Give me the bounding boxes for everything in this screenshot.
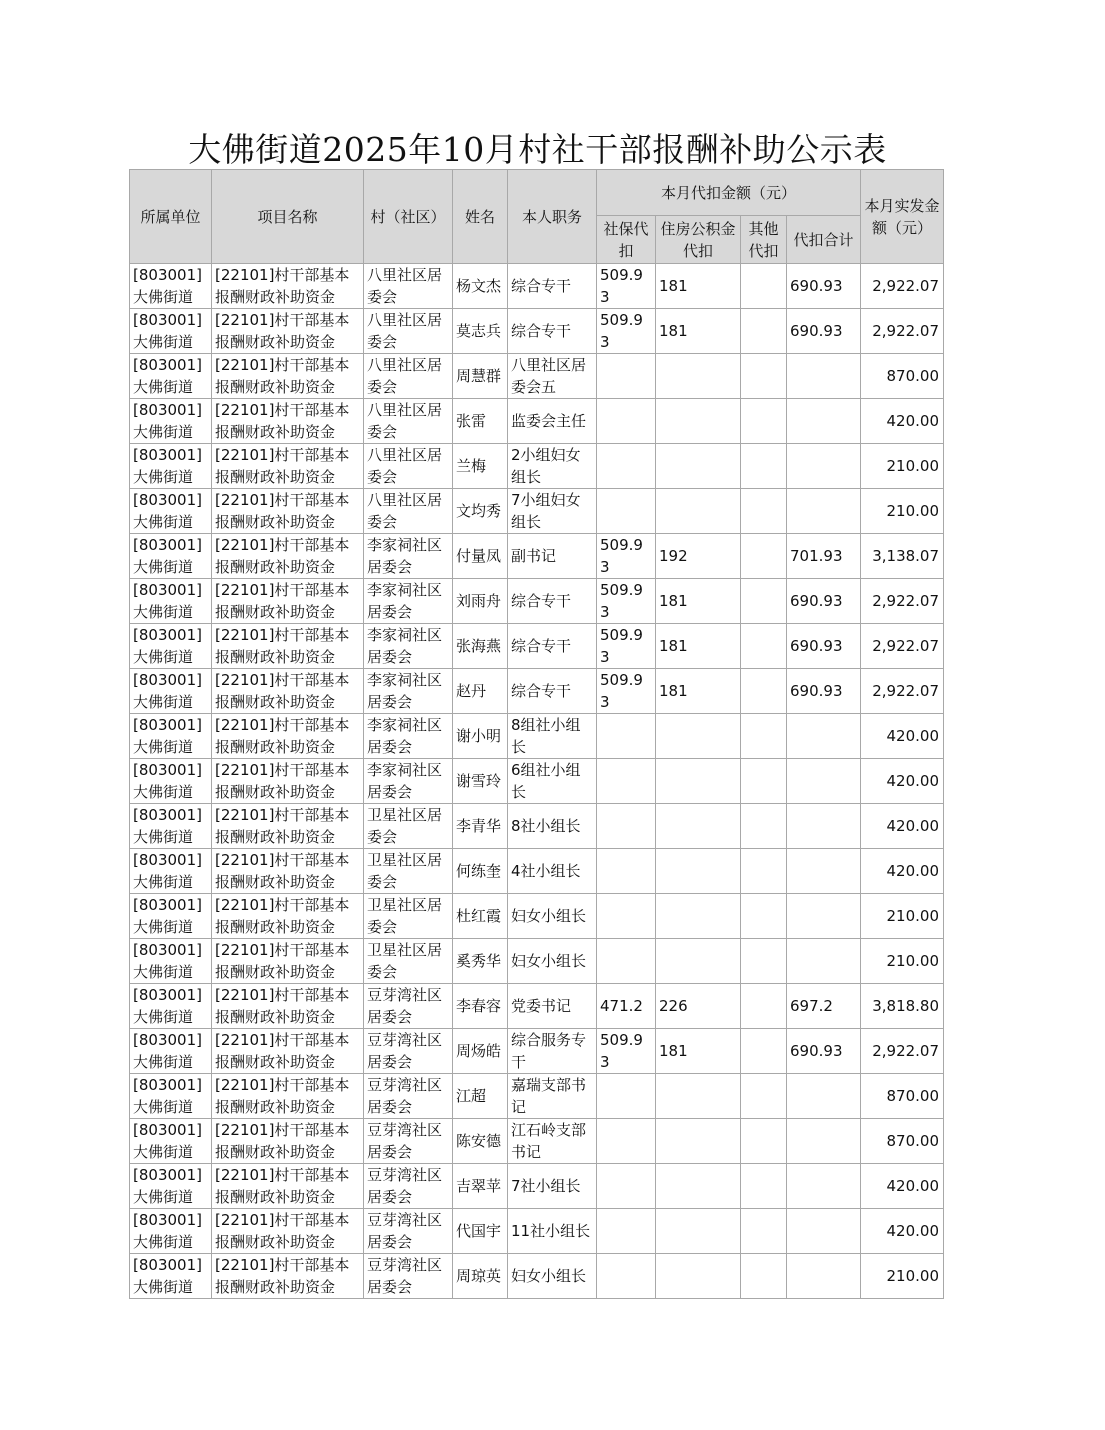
cell-project: [22101]村干部基本报酬财政补助资金 <box>212 579 364 624</box>
cell-project: [22101]村干部基本报酬财政补助资金 <box>212 669 364 714</box>
cell-village: 李家祠社区居委会 <box>364 624 453 669</box>
cell-housing <box>656 489 741 534</box>
cell-social: 509.93 <box>597 264 656 309</box>
table-row <box>130 669 944 714</box>
cell-position: 党委书记 <box>508 984 597 1029</box>
cell-name: 杜红霞 <box>453 894 508 939</box>
cell-project: [22101]村干部基本报酬财政补助资金 <box>212 399 364 444</box>
cell-position: 副书记 <box>508 534 597 579</box>
cell-actual: 420.00 <box>861 849 944 894</box>
cell-unit: [803001]大佛街道 <box>130 1029 212 1074</box>
cell-project: [22101]村干部基本报酬财政补助资金 <box>212 984 364 1029</box>
cell-housing: 181 <box>656 309 741 354</box>
cell-social <box>597 804 656 849</box>
cell-deduct-total <box>787 444 861 489</box>
cell-housing: 192 <box>656 534 741 579</box>
cell-other <box>741 354 787 399</box>
cell-actual: 2,922.07 <box>861 309 944 354</box>
cell-unit: [803001]大佛街道 <box>130 894 212 939</box>
header-other: 其他代扣 <box>741 216 787 264</box>
cell-project: [22101]村干部基本报酬财政补助资金 <box>212 939 364 984</box>
cell-unit: [803001]大佛街道 <box>130 804 212 849</box>
cell-position: 6组社小组长 <box>508 759 597 804</box>
cell-housing <box>656 1164 741 1209</box>
cell-deduct-total <box>787 894 861 939</box>
cell-other <box>741 894 787 939</box>
cell-housing: 181 <box>656 669 741 714</box>
cell-unit: [803001]大佛街道 <box>130 264 212 309</box>
header-social: 社保代扣 <box>597 216 656 264</box>
cell-actual: 2,922.07 <box>861 264 944 309</box>
cell-position: 8社小组长 <box>508 804 597 849</box>
cell-other <box>741 1074 787 1119</box>
cell-name: 江超 <box>453 1074 508 1119</box>
cell-position: 综合专干 <box>508 579 597 624</box>
cell-other <box>741 489 787 534</box>
cell-unit: [803001]大佛街道 <box>130 849 212 894</box>
cell-project: [22101]村干部基本报酬财政补助资金 <box>212 309 364 354</box>
cell-housing <box>656 759 741 804</box>
cell-name: 赵丹 <box>453 669 508 714</box>
cell-social <box>597 1254 656 1299</box>
cell-housing: 226 <box>656 984 741 1029</box>
cell-village: 八里社区居委会 <box>364 309 453 354</box>
cell-housing <box>656 1119 741 1164</box>
cell-housing <box>656 939 741 984</box>
table-row <box>130 579 944 624</box>
cell-actual: 2,922.07 <box>861 579 944 624</box>
cell-unit: [803001]大佛街道 <box>130 444 212 489</box>
cell-position: 综合服务专干 <box>508 1029 597 1074</box>
table-row <box>130 1029 944 1074</box>
cell-actual: 2,922.07 <box>861 624 944 669</box>
cell-position: 妇女小组长 <box>508 1254 597 1299</box>
cell-actual: 210.00 <box>861 1254 944 1299</box>
cell-unit: [803001]大佛街道 <box>130 399 212 444</box>
cell-deduct-total <box>787 804 861 849</box>
cell-actual: 870.00 <box>861 1119 944 1164</box>
payroll-table <box>129 169 944 1299</box>
cell-housing: 181 <box>656 624 741 669</box>
cell-social: 509.93 <box>597 579 656 624</box>
table-row <box>130 1164 944 1209</box>
cell-unit: [803001]大佛街道 <box>130 489 212 534</box>
cell-actual: 210.00 <box>861 939 944 984</box>
cell-village: 李家祠社区居委会 <box>364 534 453 579</box>
cell-village: 李家祠社区居委会 <box>364 759 453 804</box>
cell-village: 卫星社区居委会 <box>364 804 453 849</box>
cell-other <box>741 759 787 804</box>
table-row <box>130 264 944 309</box>
cell-actual: 420.00 <box>861 1164 944 1209</box>
cell-project: [22101]村干部基本报酬财政补助资金 <box>212 534 364 579</box>
cell-name: 谢小明 <box>453 714 508 759</box>
cell-village: 李家祠社区居委会 <box>364 669 453 714</box>
cell-other <box>741 1164 787 1209</box>
cell-housing: 181 <box>656 579 741 624</box>
cell-unit: [803001]大佛街道 <box>130 939 212 984</box>
cell-actual: 420.00 <box>861 804 944 849</box>
cell-social <box>597 1164 656 1209</box>
cell-deduct-total: 690.93 <box>787 669 861 714</box>
cell-village: 李家祠社区居委会 <box>364 714 453 759</box>
cell-name: 周炀皓 <box>453 1029 508 1074</box>
cell-name: 陈安德 <box>453 1119 508 1164</box>
cell-actual: 2,922.07 <box>861 669 944 714</box>
cell-position: 妇女小组长 <box>508 939 597 984</box>
cell-project: [22101]村干部基本报酬财政补助资金 <box>212 354 364 399</box>
cell-position: 八里社区居委会五 <box>508 354 597 399</box>
cell-name: 何练奎 <box>453 849 508 894</box>
cell-deduct-total: 701.93 <box>787 534 861 579</box>
cell-other <box>741 804 787 849</box>
cell-other <box>741 579 787 624</box>
cell-unit: [803001]大佛街道 <box>130 714 212 759</box>
cell-other <box>741 399 787 444</box>
table-row <box>130 1209 944 1254</box>
cell-name: 张雷 <box>453 399 508 444</box>
cell-name: 谢雪玲 <box>453 759 508 804</box>
cell-village: 卫星社区居委会 <box>364 849 453 894</box>
cell-other <box>741 624 787 669</box>
cell-position: 综合专干 <box>508 669 597 714</box>
cell-social <box>597 489 656 534</box>
cell-deduct-total <box>787 489 861 534</box>
cell-unit: [803001]大佛街道 <box>130 1254 212 1299</box>
table-row <box>130 489 944 534</box>
header-name: 姓名 <box>453 170 508 264</box>
cell-position: 4社小组长 <box>508 849 597 894</box>
cell-name: 张海燕 <box>453 624 508 669</box>
cell-deduct-total <box>787 1119 861 1164</box>
cell-other <box>741 669 787 714</box>
header-village: 村（社区） <box>364 170 453 264</box>
cell-actual: 870.00 <box>861 354 944 399</box>
cell-project: [22101]村干部基本报酬财政补助资金 <box>212 714 364 759</box>
table-row <box>130 939 944 984</box>
cell-social <box>597 894 656 939</box>
cell-deduct-total <box>787 354 861 399</box>
cell-village: 豆芽湾社区居委会 <box>364 1164 453 1209</box>
cell-unit: [803001]大佛街道 <box>130 1119 212 1164</box>
cell-social <box>597 759 656 804</box>
cell-project: [22101]村干部基本报酬财政补助资金 <box>212 489 364 534</box>
cell-social: 471.2 <box>597 984 656 1029</box>
cell-unit: [803001]大佛街道 <box>130 984 212 1029</box>
cell-other <box>741 984 787 1029</box>
table-row <box>130 534 944 579</box>
cell-position: 江石岭支部书记 <box>508 1119 597 1164</box>
table-row <box>130 1254 944 1299</box>
table-body <box>130 264 944 1299</box>
cell-project: [22101]村干部基本报酬财政补助资金 <box>212 804 364 849</box>
cell-position: 2小组妇女组长 <box>508 444 597 489</box>
cell-social <box>597 444 656 489</box>
cell-deduct-total <box>787 1254 861 1299</box>
cell-position: 11社小组长 <box>508 1209 597 1254</box>
cell-village: 豆芽湾社区居委会 <box>364 1254 453 1299</box>
cell-housing <box>656 894 741 939</box>
cell-actual: 210.00 <box>861 894 944 939</box>
cell-deduct-total <box>787 399 861 444</box>
cell-housing <box>656 849 741 894</box>
cell-village: 李家祠社区居委会 <box>364 579 453 624</box>
cell-social <box>597 399 656 444</box>
cell-village: 豆芽湾社区居委会 <box>364 1209 453 1254</box>
cell-social: 509.93 <box>597 534 656 579</box>
cell-unit: [803001]大佛街道 <box>130 309 212 354</box>
cell-deduct-total: 697.2 <box>787 984 861 1029</box>
table-row <box>130 984 944 1029</box>
table-row <box>130 444 944 489</box>
cell-village: 豆芽湾社区居委会 <box>364 1119 453 1164</box>
cell-project: [22101]村干部基本报酬财政补助资金 <box>212 624 364 669</box>
cell-position: 8组社小组长 <box>508 714 597 759</box>
cell-name: 吉翠苹 <box>453 1164 508 1209</box>
cell-other <box>741 849 787 894</box>
cell-housing <box>656 1254 741 1299</box>
cell-deduct-total <box>787 1209 861 1254</box>
cell-position: 综合专干 <box>508 624 597 669</box>
cell-social <box>597 714 656 759</box>
cell-position: 妇女小组长 <box>508 894 597 939</box>
cell-unit: [803001]大佛街道 <box>130 1074 212 1119</box>
cell-position: 综合专干 <box>508 309 597 354</box>
cell-name: 代国宇 <box>453 1209 508 1254</box>
cell-name: 莫志兵 <box>453 309 508 354</box>
cell-housing <box>656 804 741 849</box>
cell-project: [22101]村干部基本报酬财政补助资金 <box>212 1119 364 1164</box>
header-deduct-group: 本月代扣金额（元） <box>597 170 861 216</box>
cell-social: 509.93 <box>597 309 656 354</box>
cell-social <box>597 354 656 399</box>
cell-name: 杨文杰 <box>453 264 508 309</box>
cell-village: 八里社区居委会 <box>364 489 453 534</box>
cell-name: 文均秀 <box>453 489 508 534</box>
table-row <box>130 804 944 849</box>
cell-unit: [803001]大佛街道 <box>130 1209 212 1254</box>
cell-name: 奚秀华 <box>453 939 508 984</box>
cell-project: [22101]村干部基本报酬财政补助资金 <box>212 1254 364 1299</box>
cell-project: [22101]村干部基本报酬财政补助资金 <box>212 1209 364 1254</box>
cell-other <box>741 939 787 984</box>
cell-project: [22101]村干部基本报酬财政补助资金 <box>212 1029 364 1074</box>
cell-deduct-total: 690.93 <box>787 309 861 354</box>
table-row <box>130 1119 944 1164</box>
cell-other <box>741 1119 787 1164</box>
cell-village: 八里社区居委会 <box>364 354 453 399</box>
cell-village: 豆芽湾社区居委会 <box>364 984 453 1029</box>
cell-housing <box>656 354 741 399</box>
cell-social <box>597 1074 656 1119</box>
cell-village: 卫星社区居委会 <box>364 894 453 939</box>
cell-other <box>741 1209 787 1254</box>
cell-social: 509.93 <box>597 669 656 714</box>
cell-village: 八里社区居委会 <box>364 399 453 444</box>
cell-other <box>741 309 787 354</box>
table-row <box>130 759 944 804</box>
cell-name: 周慧群 <box>453 354 508 399</box>
cell-project: [22101]村干部基本报酬财政补助资金 <box>212 894 364 939</box>
cell-unit: [803001]大佛街道 <box>130 759 212 804</box>
cell-actual: 210.00 <box>861 444 944 489</box>
cell-name: 兰梅 <box>453 444 508 489</box>
cell-unit: [803001]大佛街道 <box>130 579 212 624</box>
cell-housing: 181 <box>656 1029 741 1074</box>
cell-social <box>597 939 656 984</box>
cell-housing <box>656 714 741 759</box>
header-actual: 本月实发金额（元） <box>861 170 944 264</box>
cell-social: 509.93 <box>597 1029 656 1074</box>
cell-village: 豆芽湾社区居委会 <box>364 1074 453 1119</box>
cell-village: 卫星社区居委会 <box>364 939 453 984</box>
cell-other <box>741 264 787 309</box>
cell-deduct-total <box>787 1074 861 1119</box>
cell-housing: 181 <box>656 264 741 309</box>
cell-unit: [803001]大佛街道 <box>130 534 212 579</box>
cell-village: 豆芽湾社区居委会 <box>364 1029 453 1074</box>
cell-actual: 3,138.07 <box>861 534 944 579</box>
table-row <box>130 354 944 399</box>
cell-deduct-total <box>787 759 861 804</box>
cell-unit: [803001]大佛街道 <box>130 669 212 714</box>
cell-name: 刘雨舟 <box>453 579 508 624</box>
cell-position: 嘉瑞支部书记 <box>508 1074 597 1119</box>
cell-actual: 210.00 <box>861 489 944 534</box>
table-row <box>130 1074 944 1119</box>
header-position: 本人职务 <box>508 170 597 264</box>
cell-housing <box>656 444 741 489</box>
cell-housing <box>656 1074 741 1119</box>
header-deduct-total: 代扣合计 <box>787 216 861 264</box>
table-row <box>130 399 944 444</box>
cell-village: 八里社区居委会 <box>364 444 453 489</box>
cell-name: 付量凤 <box>453 534 508 579</box>
cell-other <box>741 1029 787 1074</box>
table-header <box>130 170 944 264</box>
header-project: 项目名称 <box>212 170 364 264</box>
cell-name: 李春容 <box>453 984 508 1029</box>
cell-actual: 2,922.07 <box>861 1029 944 1074</box>
table-row <box>130 849 944 894</box>
cell-actual: 420.00 <box>861 759 944 804</box>
table-row <box>130 714 944 759</box>
table-row <box>130 894 944 939</box>
cell-deduct-total: 690.93 <box>787 264 861 309</box>
cell-deduct-total: 690.93 <box>787 1029 861 1074</box>
cell-position: 综合专干 <box>508 264 597 309</box>
cell-position: 7小组妇女组长 <box>508 489 597 534</box>
cell-project: [22101]村干部基本报酬财政补助资金 <box>212 759 364 804</box>
cell-deduct-total <box>787 849 861 894</box>
cell-unit: [803001]大佛街道 <box>130 1164 212 1209</box>
cell-unit: [803001]大佛街道 <box>130 354 212 399</box>
cell-village: 八里社区居委会 <box>364 264 453 309</box>
cell-actual: 420.00 <box>861 399 944 444</box>
cell-project: [22101]村干部基本报酬财政补助资金 <box>212 849 364 894</box>
cell-actual: 420.00 <box>861 1209 944 1254</box>
cell-social: 509.93 <box>597 624 656 669</box>
cell-deduct-total: 690.93 <box>787 624 861 669</box>
cell-project: [22101]村干部基本报酬财政补助资金 <box>212 1164 364 1209</box>
page-title: 大佛街道2025年10月村社干部报酬补助公示表 <box>188 130 887 169</box>
header-housing: 住房公积金代扣 <box>656 216 741 264</box>
table-row <box>130 309 944 354</box>
cell-actual: 420.00 <box>861 714 944 759</box>
cell-housing <box>656 399 741 444</box>
cell-social <box>597 849 656 894</box>
table-row <box>130 624 944 669</box>
cell-project: [22101]村干部基本报酬财政补助资金 <box>212 1074 364 1119</box>
cell-housing <box>656 1209 741 1254</box>
cell-social <box>597 1119 656 1164</box>
cell-deduct-total: 690.93 <box>787 579 861 624</box>
cell-other <box>741 714 787 759</box>
cell-deduct-total <box>787 714 861 759</box>
cell-unit: [803001]大佛街道 <box>130 624 212 669</box>
cell-name: 李青华 <box>453 804 508 849</box>
cell-other <box>741 444 787 489</box>
cell-other <box>741 534 787 579</box>
cell-position: 监委会主任 <box>508 399 597 444</box>
cell-other <box>741 1254 787 1299</box>
cell-deduct-total <box>787 939 861 984</box>
cell-name: 周琼英 <box>453 1254 508 1299</box>
cell-actual: 870.00 <box>861 1074 944 1119</box>
header-unit: 所属单位 <box>130 170 212 264</box>
cell-project: [22101]村干部基本报酬财政补助资金 <box>212 444 364 489</box>
cell-position: 7社小组长 <box>508 1164 597 1209</box>
cell-project: [22101]村干部基本报酬财政补助资金 <box>212 264 364 309</box>
cell-deduct-total <box>787 1164 861 1209</box>
cell-social <box>597 1209 656 1254</box>
cell-actual: 3,818.80 <box>861 984 944 1029</box>
